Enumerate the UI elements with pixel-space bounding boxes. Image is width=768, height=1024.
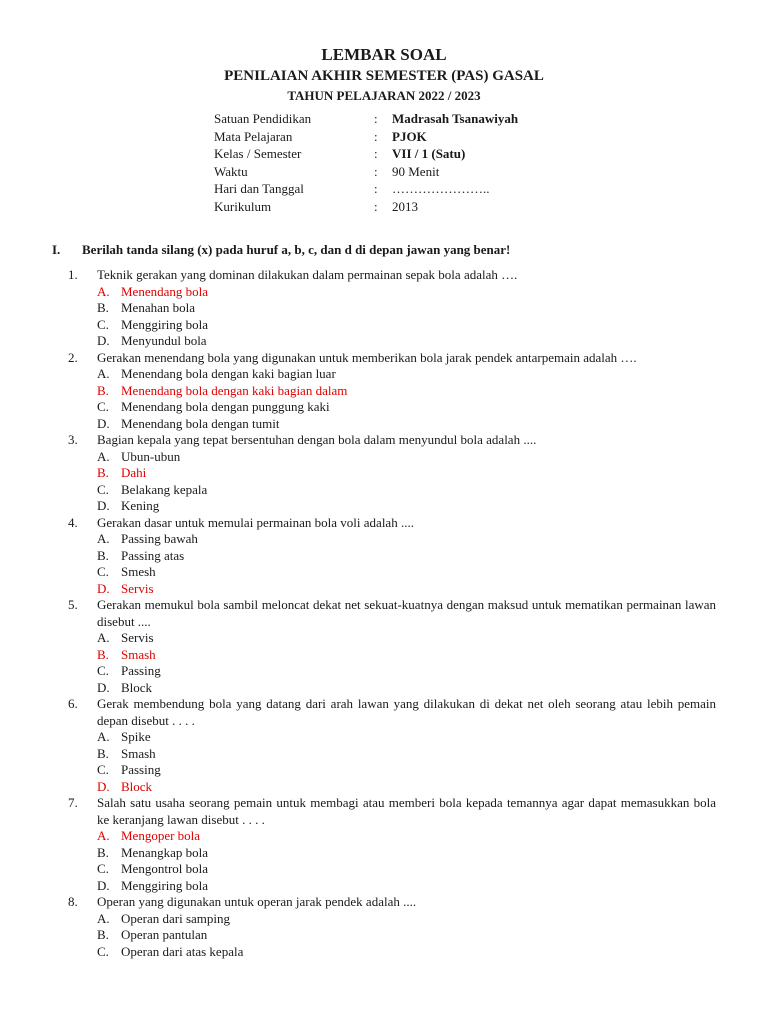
answer-option[interactable] xyxy=(97,300,716,317)
question-text: Operan yang digunakan untuk operan jarak pendek adalah .... xyxy=(97,894,417,909)
instruction-text: Berilah tanda silang (x) pada huruf a, b, c, dan d di depan jawan yang benar! xyxy=(82,242,511,257)
question-number: 4. xyxy=(68,514,78,530)
option-text: Menendang bola dengan kaki bagian dalam xyxy=(121,382,348,398)
answer-option[interactable] xyxy=(97,845,716,862)
question-text: Gerakan memukul bola sambil meloncat dekat net sekuat-kuatnya dengan maksud untuk mematikan permainan lawan disebut .... xyxy=(97,597,716,629)
answer-option[interactable] xyxy=(97,878,716,895)
question-number: 8. xyxy=(68,894,78,909)
info-colon: : xyxy=(374,146,378,161)
section-instruction xyxy=(52,242,752,259)
option-letter: B. xyxy=(97,745,109,761)
option-text: Menendang bola xyxy=(121,283,209,299)
answer-options xyxy=(97,911,716,961)
option-letter: C. xyxy=(97,663,109,678)
option-letter: B. xyxy=(97,646,109,662)
answer-option[interactable] xyxy=(97,647,716,664)
question-text: Gerakan dasar untuk memulai permainan bola voli adalah .... xyxy=(97,514,414,530)
answer-option[interactable] xyxy=(97,762,716,779)
option-letter: C. xyxy=(97,762,109,777)
answer-option[interactable] xyxy=(97,911,716,928)
academic-year: TAHUN PELAJARAN 2022 / 2023 xyxy=(287,88,481,103)
option-text: Menendang bola dengan kaki bagian luar xyxy=(121,366,336,381)
answer-option[interactable] xyxy=(97,317,716,334)
answer-options xyxy=(97,449,716,515)
option-letter: D. xyxy=(97,333,110,348)
info-value: VII / 1 (Satu) xyxy=(392,146,466,161)
option-letter: C. xyxy=(97,564,109,579)
info-colon: : xyxy=(374,163,378,179)
question-number: 2. xyxy=(68,349,78,365)
option-text: Passing xyxy=(121,663,161,678)
question-item xyxy=(68,432,716,515)
question-row xyxy=(68,350,716,367)
answer-options xyxy=(97,531,716,597)
info-value: ………………….. xyxy=(392,181,490,196)
info-row xyxy=(214,128,694,146)
info-value: 2013 xyxy=(392,198,418,214)
option-letter: A. xyxy=(97,910,110,926)
info-row xyxy=(214,163,694,181)
option-letter: C. xyxy=(97,861,109,876)
exam-info-table xyxy=(214,110,694,215)
option-text: Mengontrol bola xyxy=(121,861,209,876)
option-text: Operan pantulan xyxy=(121,927,208,942)
option-text: Operan dari atas kepala xyxy=(121,943,244,959)
option-text: Servis xyxy=(121,580,154,596)
option-letter: A. xyxy=(97,366,110,381)
question-text: Gerakan menendang bola yang digunakan untuk memberikan bola jarak pendek antarpemain adalah …. xyxy=(97,349,637,365)
option-text: Smesh xyxy=(121,564,156,579)
option-text: Menahan bola xyxy=(121,300,196,315)
question-number: 1. xyxy=(68,267,78,282)
answer-option[interactable] xyxy=(97,564,716,581)
option-text: Mengoper bola xyxy=(121,828,201,843)
question-row xyxy=(68,432,716,449)
question-item xyxy=(68,894,716,960)
question-item xyxy=(68,515,716,598)
answer-options xyxy=(97,366,716,432)
info-label: Kelas / Semester xyxy=(214,146,302,161)
answer-option[interactable] xyxy=(97,663,716,680)
question-number: 3. xyxy=(68,432,78,447)
question-number: 5. xyxy=(68,597,78,612)
option-text: Servis xyxy=(121,630,154,645)
option-letter: B. xyxy=(97,547,109,563)
option-text: Belakang kepala xyxy=(121,481,208,497)
question-number: 6. xyxy=(68,696,78,711)
option-letter: D. xyxy=(97,415,110,431)
answer-options xyxy=(97,729,716,795)
option-letter: D. xyxy=(97,778,110,794)
answer-option[interactable] xyxy=(97,399,716,416)
question-text: Bagian kepala yang tepat bersentuhan dengan bola dalam menyundul bola adalah .... xyxy=(97,432,537,447)
document-title: LEMBAR SOAL xyxy=(321,45,447,64)
question-item xyxy=(68,597,716,696)
option-text: Block xyxy=(121,778,153,794)
answer-options xyxy=(97,828,716,894)
option-letter: C. xyxy=(97,943,109,959)
option-letter: B. xyxy=(97,300,109,315)
question-row xyxy=(68,515,716,532)
info-colon: : xyxy=(374,198,378,214)
answer-option[interactable] xyxy=(97,944,716,961)
option-letter: D. xyxy=(97,580,110,596)
answer-option[interactable] xyxy=(97,449,716,466)
question-text: Salah satu usaha seorang pemain untuk membagi atau memberi bola kepada temannya agar dapat memasukkan bola ke keranjang lawan disebut . . . . xyxy=(97,795,716,827)
answer-option[interactable] xyxy=(97,828,716,845)
answer-options xyxy=(97,284,716,350)
info-value: 90 Menit xyxy=(392,163,440,179)
info-colon: : xyxy=(374,111,378,126)
info-colon: : xyxy=(374,128,378,144)
question-row xyxy=(68,267,716,284)
answer-option[interactable] xyxy=(97,333,716,350)
option-text: Ubun-ubun xyxy=(121,448,181,464)
answer-options xyxy=(97,630,716,696)
question-list xyxy=(68,267,716,960)
question-text: Gerak membendung bola yang datang dari arah lawan yang dilakukan di dekat net oleh seorang atau lebih pemain depan disebut . . . . xyxy=(97,696,716,728)
question-text: Teknik gerakan yang dominan dilakukan dalam permainan sepak bola adalah …. xyxy=(97,267,518,282)
answer-option[interactable] xyxy=(97,779,716,796)
option-text: Operan dari samping xyxy=(121,910,231,926)
answer-option[interactable] xyxy=(97,680,716,697)
option-letter: A. xyxy=(97,729,110,744)
question-item xyxy=(68,696,716,795)
question-row xyxy=(68,894,716,911)
info-value: PJOK xyxy=(392,128,427,144)
option-text: Block xyxy=(121,679,153,695)
info-row xyxy=(214,180,694,198)
answer-option[interactable] xyxy=(97,498,716,515)
option-letter: A. xyxy=(97,531,110,546)
option-text: Dahi xyxy=(121,465,147,480)
option-text: Passing atas xyxy=(121,547,185,563)
option-text: Smash xyxy=(121,646,156,662)
option-letter: B. xyxy=(97,382,109,398)
option-text: Menggiring bola xyxy=(121,877,209,893)
option-text: Passing bawah xyxy=(121,531,198,546)
option-text: Menendang bola dengan tumit xyxy=(121,415,280,431)
question-number: 7. xyxy=(68,795,78,810)
info-value: Madrasah Tsanawiyah xyxy=(392,111,519,126)
section-number: I. xyxy=(52,242,61,257)
question-row xyxy=(68,795,716,828)
option-letter: D. xyxy=(97,498,110,513)
question-item xyxy=(68,350,716,433)
answer-option[interactable] xyxy=(97,366,716,383)
document-header xyxy=(0,44,768,106)
option-text: Menendang bola dengan punggung kaki xyxy=(121,399,330,414)
answer-option[interactable] xyxy=(97,531,716,548)
info-row xyxy=(214,110,694,128)
answer-option[interactable] xyxy=(97,861,716,878)
option-text: Passing xyxy=(121,762,161,777)
option-text: Spike xyxy=(121,729,151,744)
question-row xyxy=(68,597,716,630)
info-label: Hari dan Tanggal xyxy=(214,181,304,196)
option-letter: C. xyxy=(97,316,109,332)
option-letter: D. xyxy=(97,679,110,695)
option-text: Menyundul bola xyxy=(121,333,207,348)
option-letter: C. xyxy=(97,481,109,497)
info-row xyxy=(214,145,694,163)
info-label: Mata Pelajaran xyxy=(214,128,293,144)
option-letter: B. xyxy=(97,844,109,860)
info-label: Kurikulum xyxy=(214,198,272,214)
option-letter: C. xyxy=(97,399,109,414)
option-letter: A. xyxy=(97,828,110,843)
answer-option[interactable] xyxy=(97,746,716,763)
option-letter: B. xyxy=(97,465,109,480)
option-letter: A. xyxy=(97,448,110,464)
option-letter: D. xyxy=(97,877,110,893)
question-item xyxy=(68,795,716,894)
answer-option[interactable] xyxy=(97,383,716,400)
option-letter: A. xyxy=(97,283,110,299)
answer-option[interactable] xyxy=(97,548,716,565)
option-text: Smash xyxy=(121,745,156,761)
answer-option[interactable] xyxy=(97,416,716,433)
answer-option[interactable] xyxy=(97,729,716,746)
option-letter: B. xyxy=(97,927,109,942)
info-row xyxy=(214,198,694,216)
info-label: Satuan Pendidikan xyxy=(214,111,312,126)
option-letter: A. xyxy=(97,630,110,645)
document-subtitle: PENILAIAN AKHIR SEMESTER (PAS) GASAL xyxy=(224,68,544,84)
option-text: Menangkap bola xyxy=(121,844,209,860)
answer-option[interactable] xyxy=(97,465,716,482)
answer-option[interactable] xyxy=(97,284,716,301)
question-row xyxy=(68,696,716,729)
answer-option[interactable] xyxy=(97,581,716,598)
info-colon: : xyxy=(374,181,378,196)
info-label: Waktu xyxy=(214,163,248,179)
question-item xyxy=(68,267,716,350)
option-text: Kening xyxy=(121,498,160,513)
option-text: Menggiring bola xyxy=(121,316,209,332)
answer-option[interactable] xyxy=(97,630,716,647)
answer-option[interactable] xyxy=(97,927,716,944)
answer-option[interactable] xyxy=(97,482,716,499)
